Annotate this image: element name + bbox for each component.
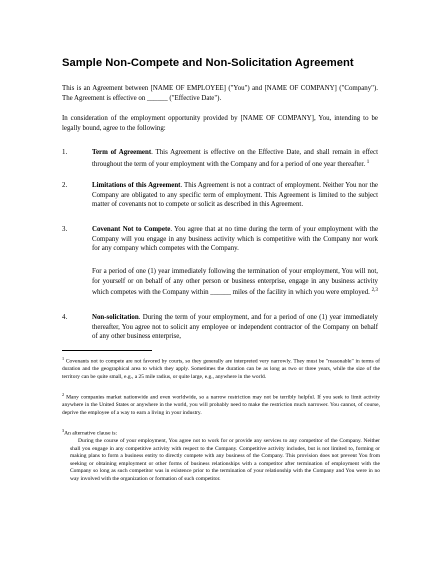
footnote-lead-text: An alternative clause is:: [64, 430, 118, 437]
clause-covenant-not-to-compete: [62, 225, 378, 254]
footnote-mark: 3: [62, 428, 65, 433]
clause-body: . You agree that at no time during the term of your employment with the Company will you engage in any business activity which is competitive with the Company nor work for any company which competes with the Company.: [92, 226, 379, 252]
clause-number: 1.: [62, 149, 68, 156]
consideration-paragraph: In consideration of the employment opportunity provided by [NAME OF COMPANY], You, intending to be legally bound, agree to the following:: [62, 115, 378, 132]
clause-heading: Term of Agreement: [92, 149, 152, 156]
footnote-2: [62, 391, 380, 417]
footnote-3: [62, 427, 380, 484]
clause-text: [92, 181, 378, 210]
clause-limitations: [62, 181, 378, 210]
clause-text: [92, 313, 378, 342]
footnote-text: Many companies market nationwide and even worldwide, so a narrow restriction may not be terribly helpful. If you seek to limit activity anywhere in the United States or anywhere in the world, you will probably need to make the restriction much narrower. You cannot, of course, deprive the employee of a way to earn a living in your industry.: [62, 394, 381, 416]
footnote-reference: 1: [366, 159, 370, 165]
clause-number: 3.: [62, 226, 68, 233]
footnote-reference: 2,3: [371, 288, 378, 293]
clause-text: [92, 148, 378, 169]
clause-body: . During the term of your employment, and for a period of one (1) year immediately thereafter, You agree not to solicit any employee or independent contractor of the Company on behalf of any other business enterprise,: [92, 314, 378, 340]
footnote-separator: [62, 350, 152, 351]
clause-term-of-agreement: [62, 148, 378, 169]
footnote-text: Covenants not to compete are not favored by courts, so they generally are interpreted very narrowly. They must be "reasonable" in terms of duration and the geographical area to which they apply. Sometimes the duration can be as long as two or three years, while the size of the territory can be quite small, e.g., a 25 mile radius, or quite large, e.g., anywhere in the world.: [62, 358, 381, 380]
clause-number: 4.: [62, 314, 68, 321]
subparagraph-text: For a period of one (1) year immediately following the termination of your employment, You will not, for yourself or on behalf of any other person or business enterprise, engage in any business activity which competes with the Company within ______ miles of the facility in which you were employed.: [92, 268, 378, 296]
clause-non-solicitation: [62, 313, 378, 342]
footnote-text: During the course of your employment, You agree not to work for or provide any services to any competitor of the Company. Neither shall you engage in any competitive activity with respect to the Company. Competitive activity includes, but is not limited to, forming or making plans to form a business entity to directly compete with any business of the Company. This provision does not prevent You from seeking or obtaining employment or other forms of business relationships with a competitor after termination of employment with the Company so long as such competitor was in existence prior to the termination of your relationship with the Company and You were in no way involved with the organization or formation of such competitor.: [70, 438, 380, 483]
footnote-mark: 2: [62, 392, 65, 397]
footnote-lead: [62, 427, 380, 438]
clause-heading: Non-solicitation: [92, 314, 139, 321]
clause-heading: Limitations of this Agreement: [92, 182, 181, 189]
clause-number: 2.: [62, 182, 68, 189]
clause-body: . This Agreement is not a contract of employment. Neither You nor the Company are obligated to any specific term of employment. This Agreement is limited to the subject matter of covenants not to compete or solicit as described in this Agreement.: [92, 182, 378, 208]
intro-paragraph: This is an Agreement between [NAME OF EMPLOYEE] ("You") and [NAME OF COMPANY] ("Company"). The Agreement is effective on ______ ("Effective Date").: [62, 85, 378, 102]
footnote-1: [62, 355, 380, 381]
clause-covenant-subparagraph: [92, 267, 378, 298]
clause-text: [92, 225, 378, 254]
clause-body: . This Agreement is effective on the Effective Date, and shall remain in effect throughout the term of your employment with the Company and for a period of one year thereafter.: [92, 149, 378, 168]
document-title: Sample Non-Compete and Non-Solicitation Agreement: [62, 57, 354, 69]
clause-heading: Covenant Not to Compete: [92, 226, 171, 233]
footnote-mark: 1: [62, 356, 65, 361]
